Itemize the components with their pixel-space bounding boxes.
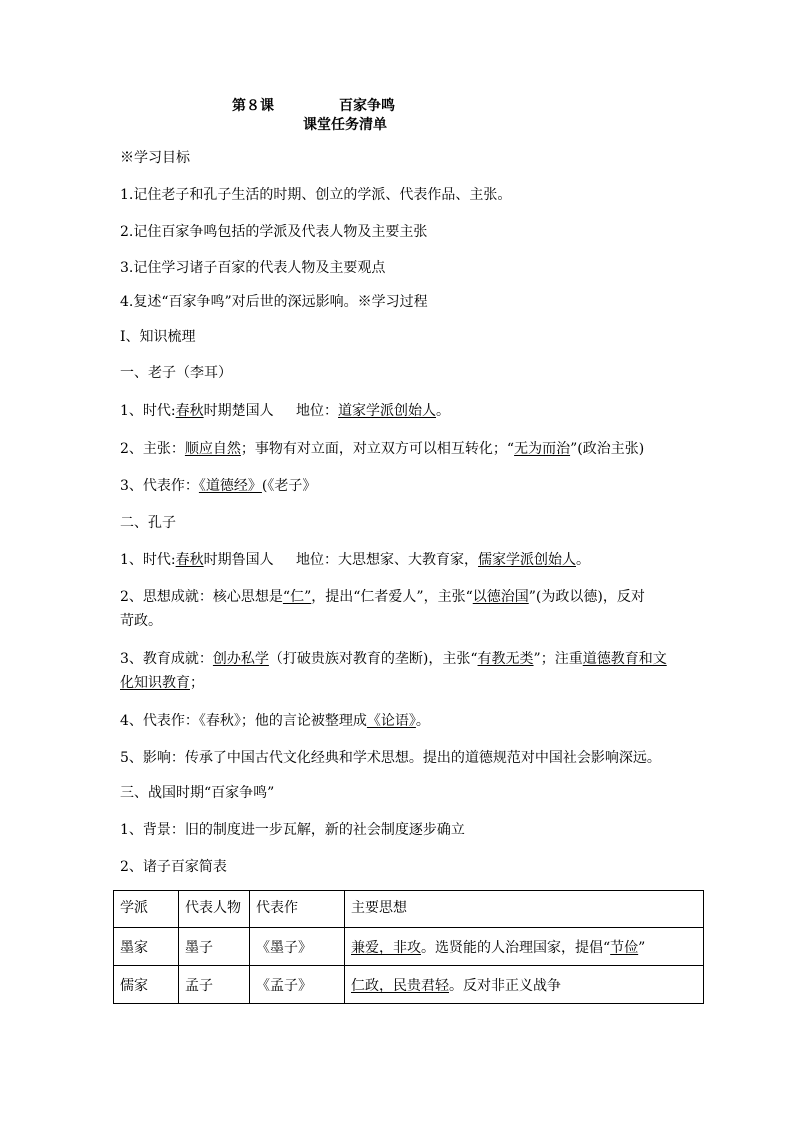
warring-background: 1、背景：旧的制度进一步瓦解，新的社会制度逐步确立 xyxy=(120,822,465,838)
confucius-work: 4、代表作：《春秋》；他的言论被整理成《论语》。 xyxy=(120,713,430,729)
warring-heading: 三、战国时期“百家争鸣” xyxy=(120,785,275,801)
table-cell-person: 墨子 xyxy=(179,928,250,966)
table-cell-work: 《孟子》 xyxy=(250,966,345,1004)
schools-table xyxy=(113,890,704,1004)
goal-item: 2.记住百家争鸣包括的学派及代表人物及主要主张 xyxy=(120,224,428,240)
goal-item: 3.记住学习诸子百家的代表人物及主要观点 xyxy=(120,260,386,276)
table-header-row xyxy=(114,891,704,928)
confucius-status: 地位：大思想家、大教育家，儒家学派创始人。 xyxy=(296,552,590,568)
goal-item: 1.记住老子和孔子生活的时期、创立的学派、代表作品、主张。 xyxy=(120,187,512,203)
goals-heading: ※学习目标 xyxy=(120,150,190,166)
table-cell-school: 儒家 xyxy=(114,966,179,1004)
confucius-heading: 二、孔子 xyxy=(120,515,176,531)
table-cell-idea: 兼爱，非攻。选贤能的人治理国家，提倡“节俭” xyxy=(345,928,704,966)
table-cell-person: 孟子 xyxy=(179,966,250,1004)
table-row xyxy=(114,928,704,966)
confucius-education-cont: 化知识教育； xyxy=(120,675,204,691)
table-cell-work: 《墨子》 xyxy=(250,928,345,966)
laozi-heading: 一、老子（李耳） xyxy=(120,365,232,381)
confucius-era: 1、时代:春秋时期鲁国人 xyxy=(120,552,274,568)
table-cell-school: 墨家 xyxy=(114,928,179,966)
confucius-education: 3、教育成就：创办私学（打破贵族对教育的垄断)，主张“有教无类”；注重道德教育和文 xyxy=(120,651,667,667)
table-header-cell: 代表人物 xyxy=(179,891,250,928)
laozi-status: 地位：道家学派创始人。 xyxy=(296,403,450,419)
table-cell-idea: 仁政，民贵君轻。反对非正义战争 xyxy=(345,966,704,1004)
laozi-era: 1、时代:春秋时期楚国人 xyxy=(120,403,274,419)
confucius-influence: 5、影响：传承了中国古代文化经典和学术思想。提出的道德规范对中国社会影响深远。 xyxy=(120,750,661,766)
lesson-number: 第８课 xyxy=(232,98,274,114)
table-header-cell: 主要思想 xyxy=(345,891,704,928)
table-row xyxy=(114,966,704,1004)
page-subtitle: 课堂任务清单 xyxy=(303,117,387,133)
confucius-thought: 2、思想成就：核心思想是“仁”，提出“仁者爱人”，主张“以德治国”(为政以德)，反对 xyxy=(120,589,645,605)
lesson-title: 百家争鸣 xyxy=(339,98,395,114)
table-header-cell: 学派 xyxy=(114,891,179,928)
table-title: 2、诸子百家简表 xyxy=(120,859,227,875)
goal-item: 4.复述“百家争鸣”对后世的深远影响。※学习过程 xyxy=(120,294,428,310)
confucius-thought-cont: 苛政。 xyxy=(120,613,162,629)
table-header-cell: 代表作 xyxy=(250,891,345,928)
section-heading: Ⅰ、知识梳理 xyxy=(120,329,196,345)
laozi-ideas: 2、主张：顺应自然；事物有对立面，对立双方可以相互转化；“无为而治”(政治主张) xyxy=(120,441,645,457)
laozi-work: 3、代表作：《道德经》(《老子》 xyxy=(120,478,317,494)
